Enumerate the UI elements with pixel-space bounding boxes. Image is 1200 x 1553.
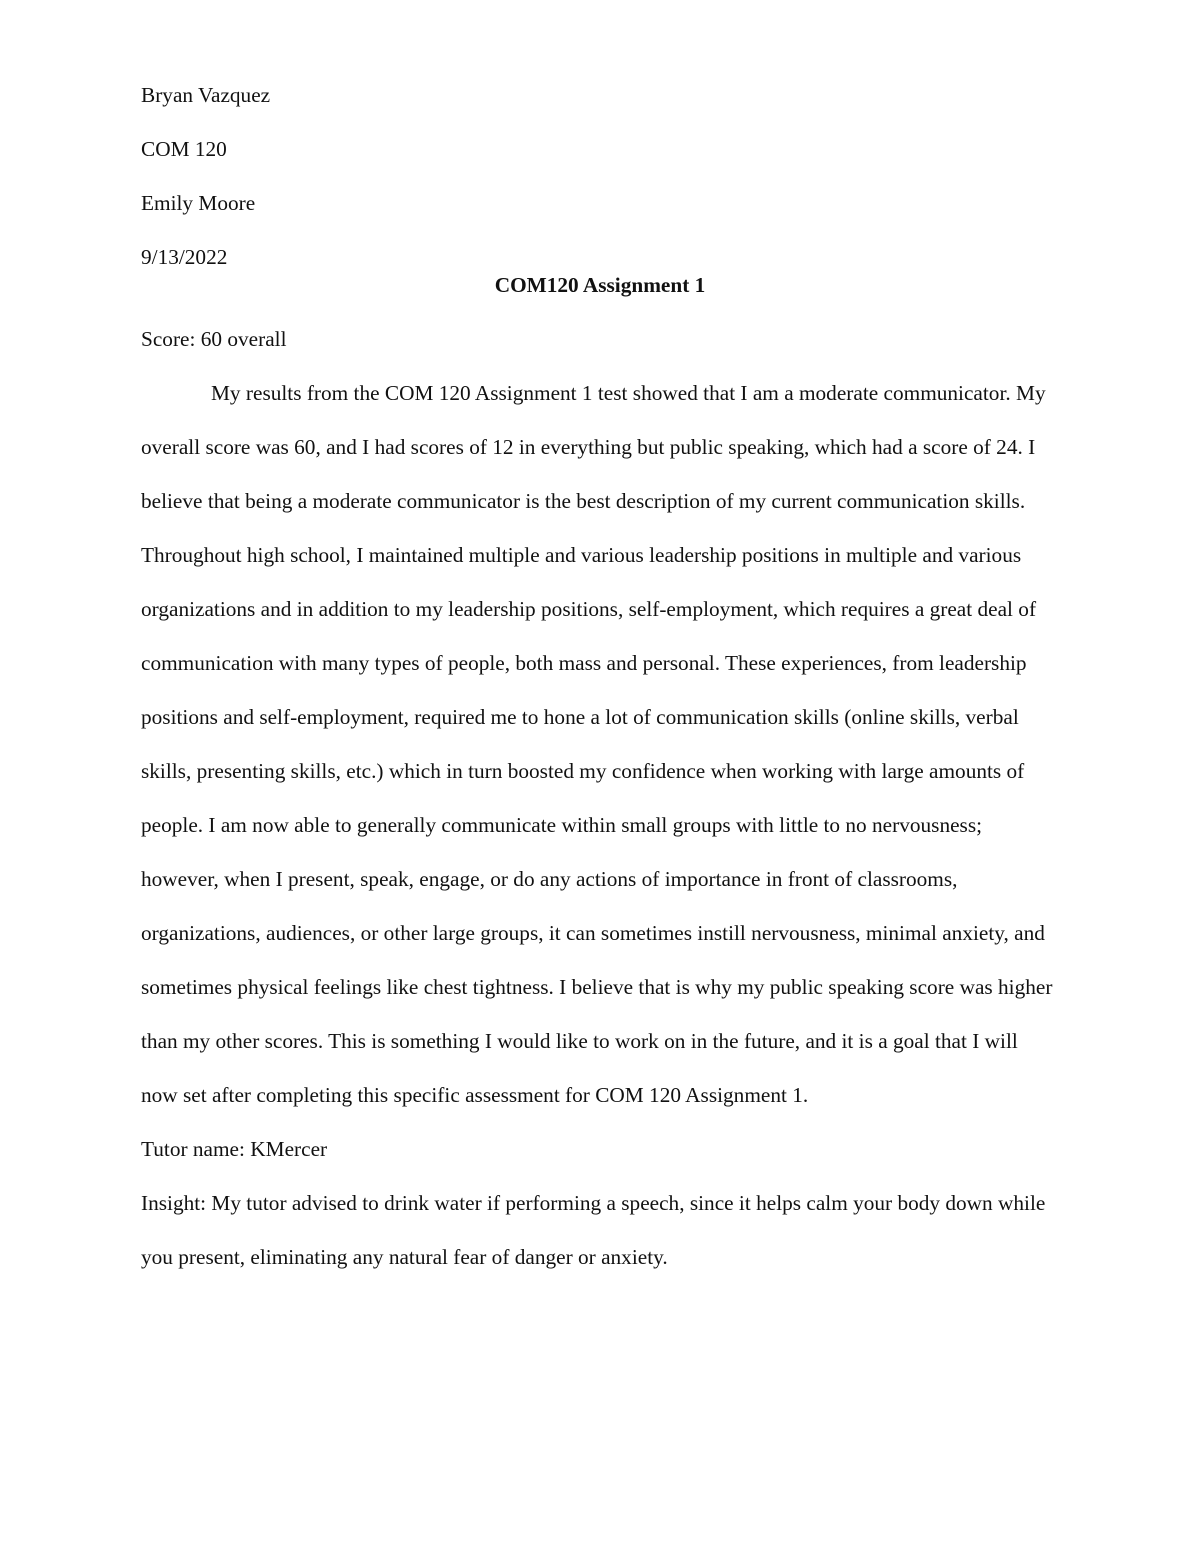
score-line: Score: 60 overall bbox=[141, 327, 287, 351]
document-content bbox=[141, 68, 1061, 1284]
instructor-name: Emily Moore bbox=[141, 191, 256, 215]
body-paragraph: My results from the COM 120 Assignment 1 test showed that I am a moderate communicator. My overall score was 60, and I had scores of 12 in everything but public speaking, which had a score of 24. I believe that being a moderate communicator is the best description of my current communication skills. Throughout high school, I maintained multiple and various leadership positions in multiple and various organizations and in addition to my leadership positions, self-employment, which requires a great deal of communication with many types of people, both mass and personal. These experiences, from leadership positions and self-employment, required me to hone a lot of communication skills (online skills, verbal skills, presenting skills, etc.) which in turn boosted my confidence when working with large amounts of people. I am now able to generally communicate within small groups with little to no nervousness; however, when I present, speak, engage, or do any actions of importance in front of classrooms, organizations, audiences, or other large groups, it can sometimes instill nervousness, minimal anxiety, and sometimes physical feelings like chest tightness. I believe that is why my public speaking score was higher than my other scores. This is something I would like to work on in the future, and it is a goal that I will now set after completing this specific assessment for COM 120 Assignment 1. bbox=[141, 381, 1053, 1107]
document-title: COM120 Assignment 1 bbox=[494, 273, 706, 297]
insight-paragraph: Insight: My tutor advised to drink water if performing a speech, since it helps calm your body down while you present, eliminating any natural fear of danger or anxiety. bbox=[141, 1191, 1046, 1269]
document-date: 9/13/2022 bbox=[141, 245, 228, 269]
course-code: COM 120 bbox=[141, 137, 227, 161]
tutor-line: Tutor name: KMercer bbox=[141, 1137, 328, 1161]
author-name: Bryan Vazquez bbox=[141, 83, 271, 107]
